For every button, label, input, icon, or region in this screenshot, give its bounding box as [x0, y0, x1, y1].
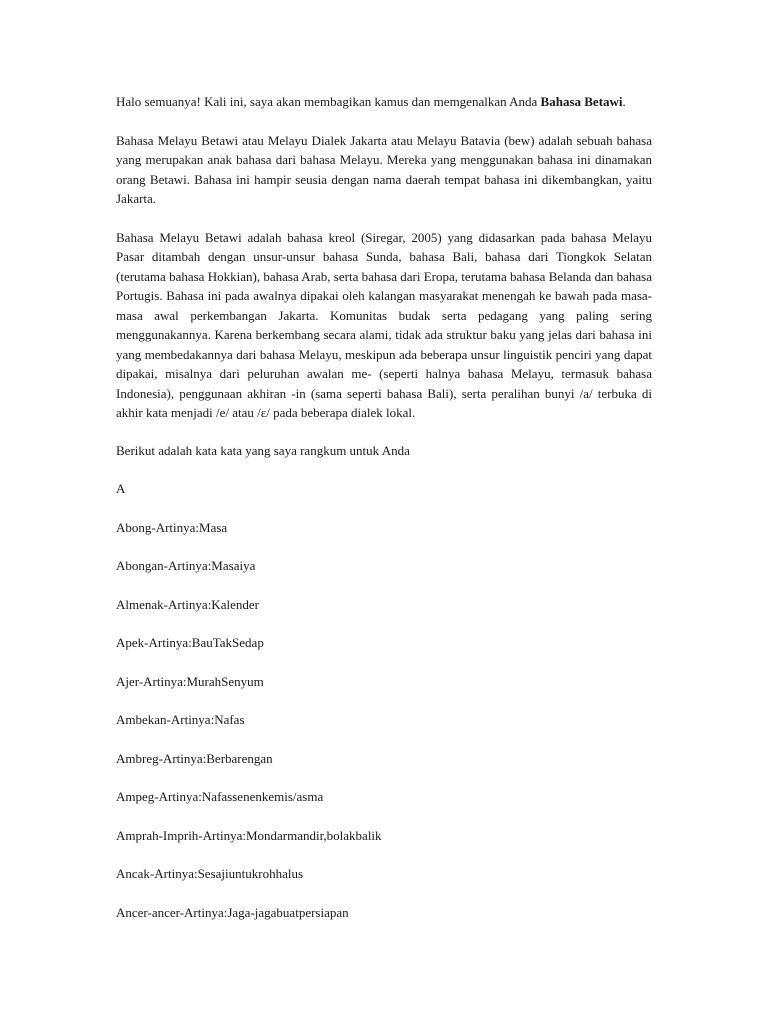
dictionary-entry: Abongan-Artinya:Masaiya	[116, 558, 256, 573]
dictionary-entry: Ancer-ancer-Artinya:Jaga-jagabuatpersiapan	[116, 904, 349, 920]
intro-text: Halo semuanya! Kali ini, saya akan membagikan kamus dan memgenalkan Anda	[116, 94, 541, 109]
dictionary-entry: Abong-Artinya:Masa	[116, 519, 228, 535]
paragraph-definition: Bahasa Melayu Betawi atau Melayu Dialek Jakarta atau Melayu Batavia (bew) adalah sebuah bahasa yang merupakan anak bahasa dari bahasa Melayu. Mereka yang menggunakan bahasa ini dinamakan orang Betawi. Bahasa ini hampir seusia dengan nama daerah tempat bahasa ini dikembangkan, yaitu Jakarta.	[116, 132, 652, 206]
dictionary-entry: Amprah-Imprih-Artinya:Mondarmandir,bolakbalik	[116, 827, 382, 843]
dictionary-entry: Ambreg-Artinya:Berbarengan	[116, 750, 273, 766]
dictionary-entry: Apek-Artinya:BauTakSedap	[116, 635, 264, 650]
dictionary-entry: Ancak-Artinya:Sesajiuntukrohhalus	[116, 866, 304, 881]
document-body	[116, 92, 652, 941]
dictionary-entry: Ambekan-Artinya:Nafas	[116, 712, 245, 727]
dictionary-entry: Ajer-Artinya:MurahSenyum	[116, 673, 264, 689]
dictionary-entry: Almenak-Artinya:Kalender	[116, 596, 259, 612]
list-lead-text: Berikut adalah kata kata yang saya rangkum untuk Anda	[116, 442, 410, 458]
dictionary-entry: Ampeg-Artinya:Nafassenenkemis/asma	[116, 789, 324, 804]
section-letter: A	[116, 481, 126, 496]
paragraph-history: Bahasa Melayu Betawi adalah bahasa kreol (Siregar, 2005) yang didasarkan pada bahasa Melayu Pasar ditambah dengan unsur-unsur bahasa Sunda, bahasa Bali, bahasa dari Tiongkok Selatan (terutama bahasa Hokkian), bahasa Arab, serta bahasa dari Eropa, terutama bahasa Belanda dan bahasa Portugis. Bahasa ini pada awalnya dipakai oleh kalangan masyarakat menengah ke bawah pada masa-masa awal perkembangan Jakarta. Komunitas budak serta pedagang yang paling sering menggunakannya. Karena berkembang secara alami, tidak ada struktur baku yang jelas dari bahasa ini yang membedakannya dari bahasa Melayu, meskipun ada beberapa unsur linguistik penciri yang dapat dipakai, misalnya dari peluruhan awalan me- (seperti halnya bahasa Melayu, termasuk bahasa Indonesia), penggunaan akhiran -in (sama seperti bahasa Bali), serta peralihan bunyi /a/ terbuka di akhir kata menjadi /e/ atau /ɛ/ pada beberapa dialek lokal.	[116, 229, 652, 420]
intro-end: .	[622, 94, 626, 109]
intro-paragraph	[116, 92, 652, 112]
intro-bold-term: Bahasa Betawi	[540, 94, 623, 109]
